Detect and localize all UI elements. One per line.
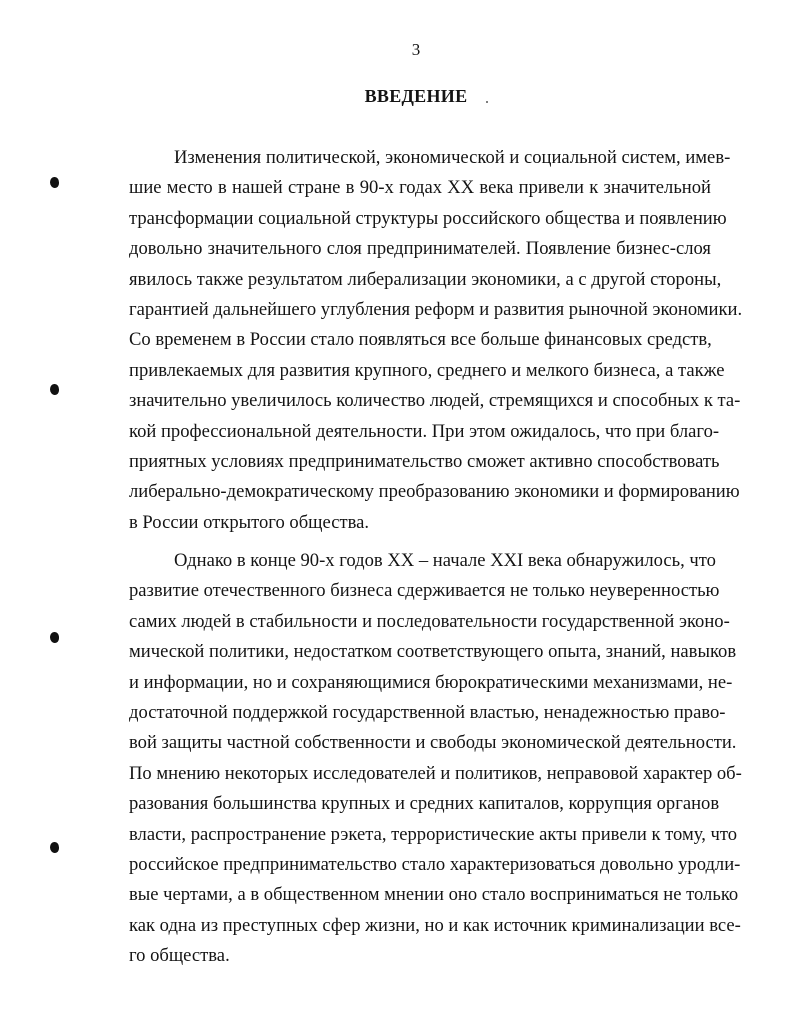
text-line: Изменения политической, экономической и социальной систем, имев- <box>174 147 731 168</box>
text-line: как одна из преступных сфер жизни, но и как источник криминализации все- <box>129 914 741 936</box>
punch-hole-mark <box>50 632 59 643</box>
text-line: трансформации социальной структуры российского общества и появлению <box>129 207 727 229</box>
text-line: достаточной поддержкой государственной властью, ненадежностью право- <box>129 702 726 724</box>
punch-hole-mark <box>50 177 59 188</box>
text-line: значительно увеличилось количество людей, стремящихся и способных к та- <box>129 390 741 412</box>
text-line: либерально-демократическому преобразованию экономики и формированию <box>129 481 740 503</box>
scan-speck <box>486 101 488 103</box>
paragraph-1 <box>129 143 743 538</box>
text-line: привлекаемых для развития крупного, среднего и мелкого бизнеса, а также <box>129 359 725 381</box>
text-line: власти, распространение рэкета, террористические акты привели к тому, что <box>129 823 738 845</box>
punch-hole-mark <box>50 842 59 853</box>
text-line: Однако в конце 90-х годов XX – начале XXI века обнаружилось, что <box>174 550 716 572</box>
page-number: 3 <box>411 40 421 59</box>
punch-hole-mark <box>50 384 59 395</box>
text-line: кой профессиональной деятельности. При этом ожидалось, что при благо- <box>129 420 720 442</box>
text-line: По мнению некоторых исследователей и политиков, неправовой характер об- <box>129 762 742 784</box>
text-line: российское предпринимательство стало характеризоваться довольно уродли- <box>129 853 741 875</box>
text-line: вой защиты частной собственности и свободы экономической деятельности. <box>129 732 737 754</box>
text-line: Со временем в России стало появляться все больше финансовых средств, <box>129 329 712 351</box>
text-line: го общества. <box>129 945 230 967</box>
text-line: вые чертами, а в общественном мнении оно стало восприниматься не только <box>129 884 739 906</box>
introduction-body <box>129 143 743 972</box>
text-line: шие место в нашей стране в 90-х годах XX века привели к значительной <box>129 177 711 199</box>
text-line: и информации, но и сохраняющимися бюрократическими механизмами, не- <box>129 671 733 693</box>
text-line: гарантией дальнейшего углубления реформ и развития рыночной экономики. <box>129 298 743 320</box>
text-line: мической политики, недостатком соответствующего опыта, знаний, навыков <box>129 641 737 663</box>
page-heading: ВВЕДЕНИЕ <box>364 86 468 106</box>
text-line: довольно значительного слоя предпринимателей. Появление бизнес-слоя <box>129 238 711 260</box>
text-line: в России открытого общества. <box>129 511 370 533</box>
text-line: явилось также результатом либерализации экономики, а с другой стороны, <box>129 268 722 290</box>
text-line: самих людей в стабильности и последовательности государственной эконо- <box>129 610 730 632</box>
paragraph-2 <box>129 546 742 971</box>
text-line: разования большинства крупных и средних капиталов, коррупция органов <box>129 793 720 815</box>
text-line: приятных условиях предпринимательство сможет активно способствовать <box>129 450 720 472</box>
text-line: развитие отечественного бизнеса сдерживается не только неуверенностью <box>129 580 720 602</box>
